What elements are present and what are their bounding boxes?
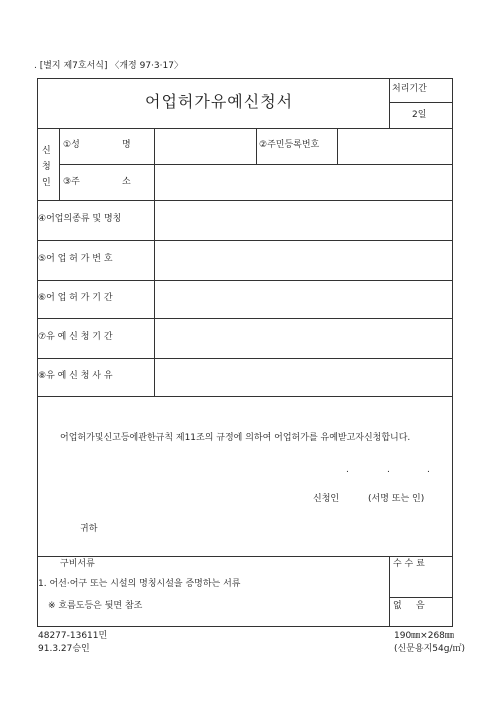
processing-period-value: 2일 [412, 110, 427, 120]
approval-date: 91.3.27승인 [38, 644, 90, 654]
row-label-deferral-reason: ⑧유 예 신 청 사 유 [38, 371, 113, 381]
address-label-end: 소 [122, 177, 131, 187]
row-label-deferral-period: ⑦유 예 신 청 기 간 [38, 332, 113, 342]
row-label-license-period: ⑥어 업 허 가 기 간 [38, 293, 113, 303]
name-label: ①성 [63, 140, 80, 150]
address-field[interactable] [155, 165, 452, 199]
fishery-type-field[interactable] [155, 201, 452, 239]
fee-line [389, 597, 453, 598]
name-field[interactable] [155, 129, 255, 163]
form-header-note: . [별지 제7호서식] 〈개정 97·3·17〉 [34, 61, 183, 71]
fee-divider [389, 556, 390, 627]
applicant-group-label: 신 청 인 [42, 146, 51, 188]
fee-value: 없 음 [393, 601, 425, 611]
processing-divider [389, 78, 390, 128]
row-label-fishery-type: ④어업의종류 및 명칭 [38, 214, 122, 224]
paper-size: 190㎜×268㎜ [394, 631, 454, 641]
form-number: 48277-13611민 [38, 631, 108, 641]
row-line [37, 556, 453, 557]
date-dot-year: . [346, 465, 349, 475]
row-label-license-number: ⑤어 업 허 가 번 호 [38, 254, 113, 264]
id-divider-left [256, 128, 257, 164]
license-period-field[interactable] [155, 281, 452, 317]
applicant-sign-label: 신청인 [313, 494, 340, 504]
date-dot-day: . [427, 465, 430, 475]
fee-label: 수 수 료 [393, 559, 425, 569]
processing-period-label: 처리기간 [392, 84, 427, 94]
application-statement: 어업허가및신고등에관한규칙 제11조의 규정에 의하여 어업허가를 유예받고자신청합니다. [60, 433, 411, 443]
processing-line [389, 102, 453, 103]
address-label: ③주 [63, 177, 80, 187]
license-number-field[interactable] [155, 241, 452, 279]
form-title: 어업허가유예신청서 [145, 92, 294, 111]
resident-id-field[interactable] [338, 129, 452, 163]
paper-type: (신문용지54g/㎡) [394, 644, 465, 654]
name-label-end: 명 [122, 140, 131, 150]
date-dot-month: . [387, 465, 390, 475]
row-line [37, 396, 453, 397]
signature-hint: (서명 또는 인) [368, 494, 425, 504]
deferral-period-field[interactable] [155, 319, 452, 357]
resident-id-label: ②주민등록번호 [259, 140, 320, 150]
documents-header: 구비서류 [60, 559, 95, 569]
documents-item-1: 1. 어선·어구 또는 시설의 명칭시설을 증명하는 서류 [38, 579, 241, 589]
documents-note: ※ 흐름도등은 뒷면 참조 [48, 601, 143, 611]
deferral-reason-field[interactable] [155, 359, 452, 395]
recipient-label: 귀하 [80, 524, 98, 534]
